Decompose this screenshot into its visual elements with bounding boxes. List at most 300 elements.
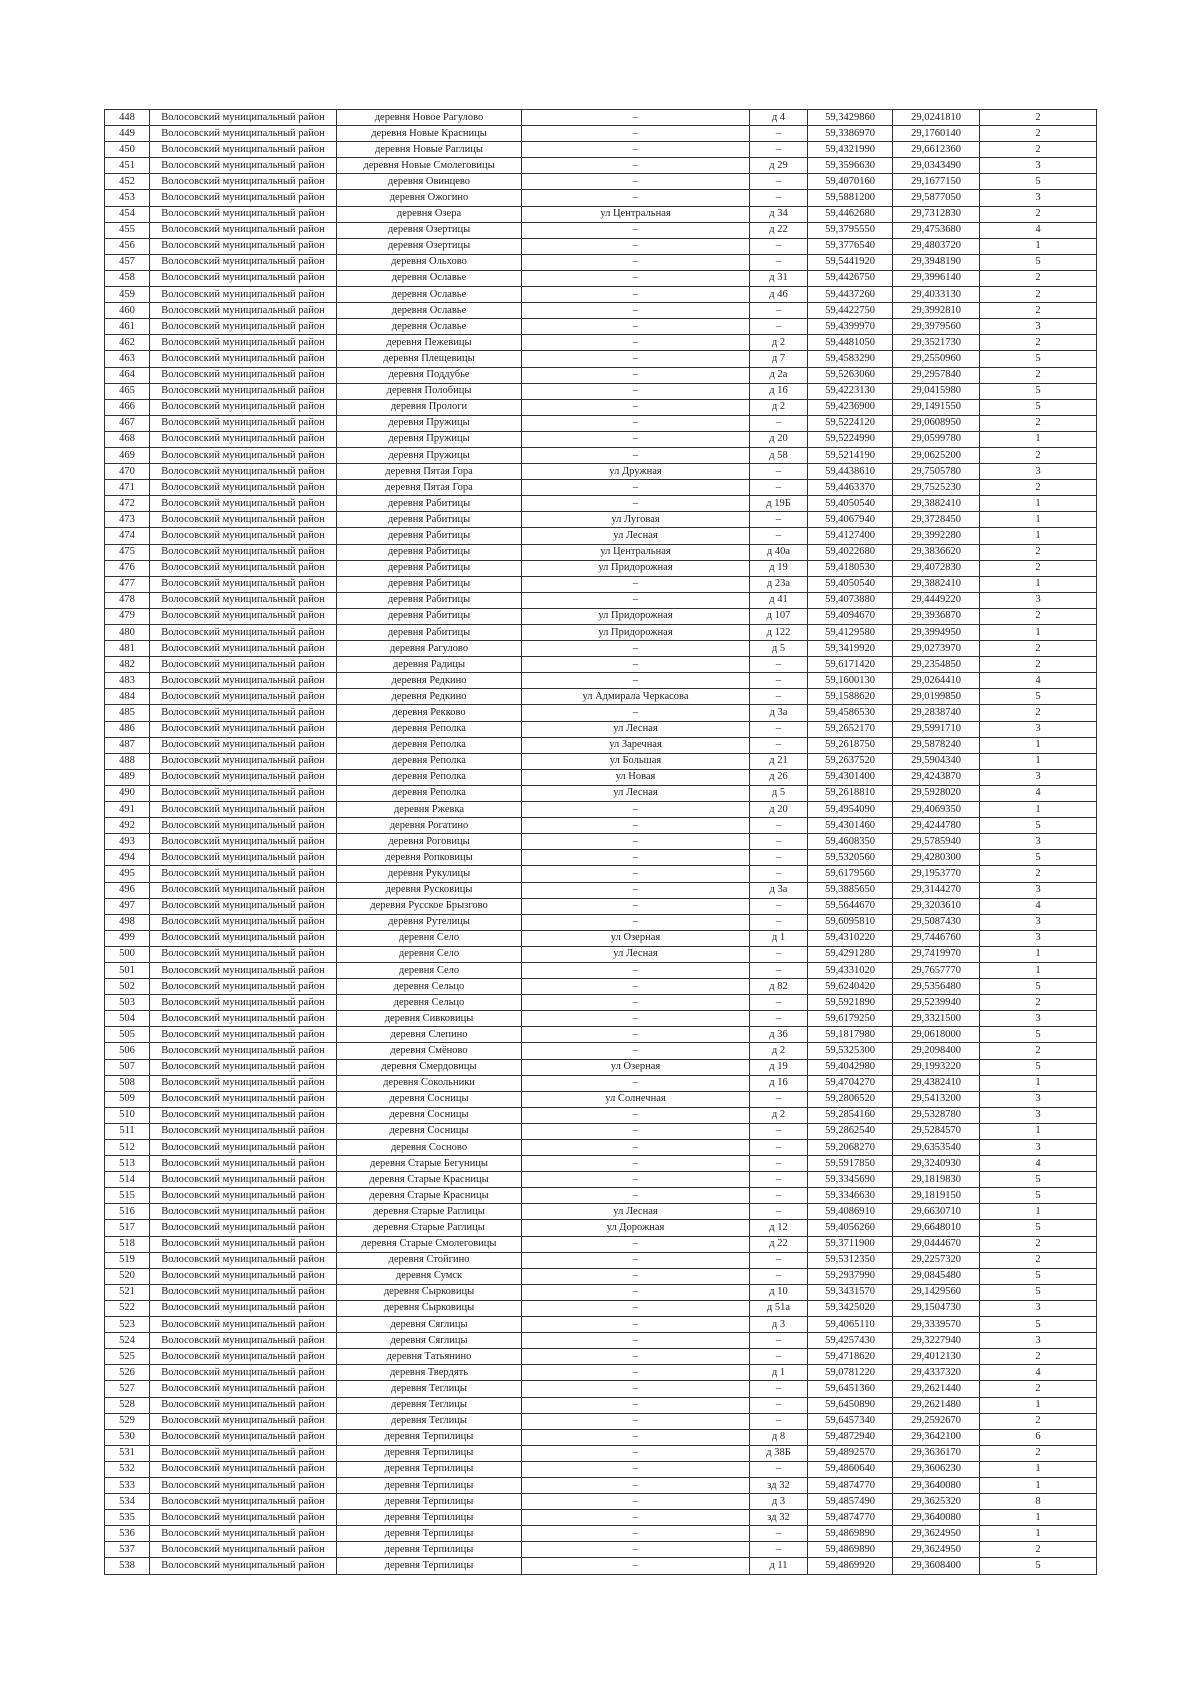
table-row bbox=[105, 126, 1097, 142]
house-number-cell: д 1 bbox=[750, 1365, 808, 1381]
street-cell: ул Заречная bbox=[522, 737, 750, 753]
table-row bbox=[105, 721, 1097, 737]
longitude-cell: 29,3994950 bbox=[893, 625, 980, 641]
settlement-cell: деревня Редкино bbox=[337, 673, 522, 689]
longitude-cell: 29,0618000 bbox=[893, 1027, 980, 1043]
latitude-cell: 59,3795550 bbox=[808, 222, 893, 238]
house-number-cell: д 16 bbox=[750, 1075, 808, 1091]
longitude-cell: 29,5928020 bbox=[893, 785, 980, 801]
latitude-cell: 59,5214190 bbox=[808, 447, 893, 463]
longitude-cell: 29,3996140 bbox=[893, 270, 980, 286]
latitude-cell: 59,4399970 bbox=[808, 319, 893, 335]
longitude-cell: 29,3636170 bbox=[893, 1445, 980, 1461]
count-cell: 2 bbox=[980, 303, 1097, 319]
longitude-cell: 29,7525230 bbox=[893, 480, 980, 496]
count-cell: 1 bbox=[980, 512, 1097, 528]
count-cell: 5 bbox=[980, 1268, 1097, 1284]
district-cell: Волосовский муниципальный район bbox=[150, 1236, 337, 1252]
district-cell: Волосовский муниципальный район bbox=[150, 769, 337, 785]
settlement-cell: деревня Сяглицы bbox=[337, 1317, 522, 1333]
street-cell: ул Придорожная bbox=[522, 560, 750, 576]
row-number-cell: 516 bbox=[105, 1204, 150, 1220]
district-cell: Волосовский муниципальный район bbox=[150, 142, 337, 158]
settlement-cell: деревня Рагулово bbox=[337, 641, 522, 657]
table-row bbox=[105, 657, 1097, 673]
house-number-cell: – bbox=[750, 1140, 808, 1156]
longitude-cell: 29,3992280 bbox=[893, 528, 980, 544]
house-number-cell: д 12 bbox=[750, 1220, 808, 1236]
latitude-cell: 59,5325300 bbox=[808, 1043, 893, 1059]
table-row bbox=[105, 1268, 1097, 1284]
settlement-cell: деревня Пружицы bbox=[337, 431, 522, 447]
settlement-cell: деревня Рабитицы bbox=[337, 528, 522, 544]
count-cell: 1 bbox=[980, 528, 1097, 544]
settlement-cell: деревня Роговицы bbox=[337, 834, 522, 850]
longitude-cell: 29,2098400 bbox=[893, 1043, 980, 1059]
longitude-cell: 29,3836620 bbox=[893, 544, 980, 560]
street-cell: – bbox=[522, 1333, 750, 1349]
district-cell: Волосовский муниципальный район bbox=[150, 592, 337, 608]
row-number-cell: 510 bbox=[105, 1107, 150, 1123]
row-number-cell: 489 bbox=[105, 769, 150, 785]
longitude-cell: 29,3240930 bbox=[893, 1156, 980, 1172]
house-number-cell: – bbox=[750, 914, 808, 930]
count-cell: 2 bbox=[980, 1236, 1097, 1252]
row-number-cell: 449 bbox=[105, 126, 150, 142]
house-number-cell: д 20 bbox=[750, 802, 808, 818]
house-number-cell: д 40а bbox=[750, 544, 808, 560]
longitude-cell: 29,3640080 bbox=[893, 1477, 980, 1493]
street-cell: – bbox=[522, 1011, 750, 1027]
table-row bbox=[105, 1333, 1097, 1349]
latitude-cell: 59,4874770 bbox=[808, 1510, 893, 1526]
settlement-cell: деревня Терпилицы bbox=[337, 1429, 522, 1445]
table-row bbox=[105, 785, 1097, 801]
longitude-cell: 29,2592670 bbox=[893, 1413, 980, 1429]
count-cell: 5 bbox=[980, 254, 1097, 270]
settlement-cell: деревня Озертицы bbox=[337, 222, 522, 238]
district-cell: Волосовский муниципальный район bbox=[150, 1027, 337, 1043]
longitude-cell: 29,4244780 bbox=[893, 818, 980, 834]
table-row bbox=[105, 367, 1097, 383]
settlement-cell: деревня Ославье bbox=[337, 303, 522, 319]
house-number-cell: д 19Б bbox=[750, 496, 808, 512]
row-number-cell: 476 bbox=[105, 560, 150, 576]
settlement-cell: деревня Сосницы bbox=[337, 1123, 522, 1139]
latitude-cell: 59,5312350 bbox=[808, 1252, 893, 1268]
latitude-cell: 59,6450890 bbox=[808, 1397, 893, 1413]
house-number-cell: – bbox=[750, 190, 808, 206]
settlement-cell: деревня Овинцево bbox=[337, 174, 522, 190]
table-row bbox=[105, 1284, 1097, 1300]
row-number-cell: 457 bbox=[105, 254, 150, 270]
street-cell: – bbox=[522, 1284, 750, 1300]
longitude-cell: 29,3521730 bbox=[893, 335, 980, 351]
count-cell: 2 bbox=[980, 1043, 1097, 1059]
latitude-cell: 59,5320560 bbox=[808, 850, 893, 866]
house-number-cell: – bbox=[750, 1461, 808, 1477]
table-row bbox=[105, 1140, 1097, 1156]
row-number-cell: 511 bbox=[105, 1123, 150, 1139]
house-number-cell: – bbox=[750, 1268, 808, 1284]
row-number-cell: 520 bbox=[105, 1268, 150, 1284]
latitude-cell: 59,4042980 bbox=[808, 1059, 893, 1075]
row-number-cell: 513 bbox=[105, 1156, 150, 1172]
table-row bbox=[105, 1172, 1097, 1188]
street-cell: – bbox=[522, 1300, 750, 1316]
settlement-cell: деревня Смёново bbox=[337, 1043, 522, 1059]
longitude-cell: 29,1429560 bbox=[893, 1284, 980, 1300]
street-cell: – bbox=[522, 850, 750, 866]
latitude-cell: 59,4050540 bbox=[808, 576, 893, 592]
settlement-cell: деревня Рогатино bbox=[337, 818, 522, 834]
district-cell: Волосовский муниципальный район bbox=[150, 206, 337, 222]
district-cell: Волосовский муниципальный район bbox=[150, 898, 337, 914]
district-cell: Волосовский муниципальный район bbox=[150, 1091, 337, 1107]
settlement-cell: деревня Сокольники bbox=[337, 1075, 522, 1091]
district-cell: Волосовский муниципальный район bbox=[150, 1075, 337, 1091]
longitude-cell: 29,7446760 bbox=[893, 930, 980, 946]
latitude-cell: 59,3425020 bbox=[808, 1300, 893, 1316]
district-cell: Волосовский муниципальный район bbox=[150, 1542, 337, 1558]
row-number-cell: 462 bbox=[105, 335, 150, 351]
table-row bbox=[105, 1349, 1097, 1365]
row-number-cell: 472 bbox=[105, 496, 150, 512]
count-cell: 3 bbox=[980, 914, 1097, 930]
count-cell: 5 bbox=[980, 1558, 1097, 1574]
settlement-cell: деревня Сырковицы bbox=[337, 1284, 522, 1300]
house-number-cell: д 31 bbox=[750, 270, 808, 286]
street-cell: ул Придорожная bbox=[522, 625, 750, 641]
latitude-cell: 59,4586530 bbox=[808, 705, 893, 721]
count-cell: 3 bbox=[980, 882, 1097, 898]
count-cell: 6 bbox=[980, 1429, 1097, 1445]
house-number-cell: д 22 bbox=[750, 222, 808, 238]
settlement-cell: деревня Терпилицы bbox=[337, 1526, 522, 1542]
row-number-cell: 494 bbox=[105, 850, 150, 866]
settlement-cell: деревня Ославье bbox=[337, 287, 522, 303]
count-cell: 1 bbox=[980, 238, 1097, 254]
settlement-cell: деревня Терпилицы bbox=[337, 1461, 522, 1477]
settlement-cell: деревня Рабитицы bbox=[337, 496, 522, 512]
street-cell: ул Озерная bbox=[522, 930, 750, 946]
row-number-cell: 496 bbox=[105, 882, 150, 898]
table-row bbox=[105, 608, 1097, 624]
latitude-cell: 59,5881200 bbox=[808, 190, 893, 206]
table-row bbox=[105, 689, 1097, 705]
longitude-cell: 29,2354850 bbox=[893, 657, 980, 673]
house-number-cell: – bbox=[750, 689, 808, 705]
longitude-cell: 29,0599780 bbox=[893, 431, 980, 447]
longitude-cell: 29,3936870 bbox=[893, 608, 980, 624]
street-cell: ул Луговая bbox=[522, 512, 750, 528]
row-number-cell: 456 bbox=[105, 238, 150, 254]
house-number-cell: – bbox=[750, 1188, 808, 1204]
longitude-cell: 29,5239940 bbox=[893, 995, 980, 1011]
table-row bbox=[105, 512, 1097, 528]
district-cell: Волосовский муниципальный район bbox=[150, 1252, 337, 1268]
row-number-cell: 532 bbox=[105, 1461, 150, 1477]
table-row bbox=[105, 1542, 1097, 1558]
settlement-cell: деревня Терпилицы bbox=[337, 1558, 522, 1574]
district-cell: Волосовский муниципальный район bbox=[150, 238, 337, 254]
district-cell: Волосовский муниципальный район bbox=[150, 689, 337, 705]
settlement-cell: деревня Старые Смолеговицы bbox=[337, 1236, 522, 1252]
settlement-cell: деревня Русковицы bbox=[337, 882, 522, 898]
street-cell: – bbox=[522, 335, 750, 351]
settlement-cell: деревня Сосново bbox=[337, 1140, 522, 1156]
row-number-cell: 501 bbox=[105, 962, 150, 978]
count-cell: 1 bbox=[980, 431, 1097, 447]
district-cell: Волосовский муниципальный район bbox=[150, 818, 337, 834]
longitude-cell: 29,4012130 bbox=[893, 1349, 980, 1365]
district-cell: Волосовский муниципальный район bbox=[150, 1268, 337, 1284]
row-number-cell: 460 bbox=[105, 303, 150, 319]
table-row bbox=[105, 1477, 1097, 1493]
count-cell: 5 bbox=[980, 979, 1097, 995]
longitude-cell: 29,5904340 bbox=[893, 753, 980, 769]
count-cell: 3 bbox=[980, 834, 1097, 850]
settlement-cell: деревня Ожогино bbox=[337, 190, 522, 206]
street-cell: ул Лесная bbox=[522, 721, 750, 737]
row-number-cell: 451 bbox=[105, 158, 150, 174]
count-cell: 8 bbox=[980, 1494, 1097, 1510]
latitude-cell: 59,4056260 bbox=[808, 1220, 893, 1236]
house-number-cell: – bbox=[750, 528, 808, 544]
row-number-cell: 508 bbox=[105, 1075, 150, 1091]
latitude-cell: 59,6171420 bbox=[808, 657, 893, 673]
longitude-cell: 29,4243870 bbox=[893, 769, 980, 785]
settlement-cell: деревня Русское Брызгово bbox=[337, 898, 522, 914]
house-number-cell: д 41 bbox=[750, 592, 808, 608]
longitude-cell: 29,3608400 bbox=[893, 1558, 980, 1574]
house-number-cell: д 5 bbox=[750, 785, 808, 801]
table-row bbox=[105, 1300, 1097, 1316]
street-cell: ул Лесная bbox=[522, 946, 750, 962]
count-cell: 5 bbox=[980, 1059, 1097, 1075]
latitude-cell: 59,5917850 bbox=[808, 1156, 893, 1172]
latitude-cell: 59,4070160 bbox=[808, 174, 893, 190]
settlement-cell: деревня Село bbox=[337, 930, 522, 946]
longitude-cell: 29,3640080 bbox=[893, 1510, 980, 1526]
settlement-cell: деревня Старые Раглицы bbox=[337, 1220, 522, 1236]
table-row bbox=[105, 1220, 1097, 1236]
table-row bbox=[105, 142, 1097, 158]
row-number-cell: 481 bbox=[105, 641, 150, 657]
longitude-cell: 29,1993220 bbox=[893, 1059, 980, 1075]
count-cell: 5 bbox=[980, 399, 1097, 415]
street-cell: – bbox=[522, 222, 750, 238]
latitude-cell: 59,0781220 bbox=[808, 1365, 893, 1381]
table-row bbox=[105, 303, 1097, 319]
district-cell: Волосовский муниципальный район bbox=[150, 1494, 337, 1510]
house-number-cell: зд 32 bbox=[750, 1477, 808, 1493]
table-row bbox=[105, 447, 1097, 463]
table-row bbox=[105, 335, 1097, 351]
table-row bbox=[105, 914, 1097, 930]
latitude-cell: 59,4869890 bbox=[808, 1526, 893, 1542]
longitude-cell: 29,6630710 bbox=[893, 1204, 980, 1220]
house-number-cell: д 122 bbox=[750, 625, 808, 641]
settlement-cell: деревня Сельцо bbox=[337, 995, 522, 1011]
settlement-cell: деревня Рабитицы bbox=[337, 544, 522, 560]
longitude-cell: 29,4069350 bbox=[893, 802, 980, 818]
street-cell: – bbox=[522, 1365, 750, 1381]
house-number-cell: – bbox=[750, 898, 808, 914]
row-number-cell: 483 bbox=[105, 673, 150, 689]
district-cell: Волосовский муниципальный район bbox=[150, 447, 337, 463]
latitude-cell: 59,4180530 bbox=[808, 560, 893, 576]
latitude-cell: 59,4892570 bbox=[808, 1445, 893, 1461]
street-cell: – bbox=[522, 1252, 750, 1268]
row-number-cell: 471 bbox=[105, 480, 150, 496]
count-cell: 4 bbox=[980, 898, 1097, 914]
table-row bbox=[105, 1317, 1097, 1333]
street-cell: – bbox=[522, 158, 750, 174]
settlement-cell: деревня Сельцо bbox=[337, 979, 522, 995]
district-cell: Волосовский муниципальный район bbox=[150, 1059, 337, 1075]
row-number-cell: 498 bbox=[105, 914, 150, 930]
longitude-cell: 29,1819830 bbox=[893, 1172, 980, 1188]
table-row bbox=[105, 174, 1097, 190]
row-number-cell: 459 bbox=[105, 287, 150, 303]
settlement-cell: деревня Ославье bbox=[337, 270, 522, 286]
latitude-cell: 59,2068270 bbox=[808, 1140, 893, 1156]
street-cell: – bbox=[522, 415, 750, 431]
district-cell: Волосовский муниципальный район bbox=[150, 657, 337, 673]
house-number-cell: – bbox=[750, 254, 808, 270]
house-number-cell: – bbox=[750, 1123, 808, 1139]
street-cell: – bbox=[522, 1461, 750, 1477]
table-row bbox=[105, 1107, 1097, 1123]
settlement-cell: деревня Сяглицы bbox=[337, 1333, 522, 1349]
house-number-cell: – bbox=[750, 1381, 808, 1397]
district-cell: Волосовский муниципальный район bbox=[150, 415, 337, 431]
settlement-cell: деревня Татьянино bbox=[337, 1349, 522, 1365]
count-cell: 1 bbox=[980, 1397, 1097, 1413]
house-number-cell: – bbox=[750, 415, 808, 431]
district-cell: Волосовский муниципальный район bbox=[150, 464, 337, 480]
latitude-cell: 59,4129580 bbox=[808, 625, 893, 641]
longitude-cell: 29,2957840 bbox=[893, 367, 980, 383]
count-cell: 1 bbox=[980, 962, 1097, 978]
house-number-cell: – bbox=[750, 1091, 808, 1107]
row-number-cell: 477 bbox=[105, 576, 150, 592]
row-number-cell: 485 bbox=[105, 705, 150, 721]
row-number-cell: 526 bbox=[105, 1365, 150, 1381]
row-number-cell: 470 bbox=[105, 464, 150, 480]
settlement-cell: деревня Плещевицы bbox=[337, 351, 522, 367]
settlement-cell: деревня Озера bbox=[337, 206, 522, 222]
settlement-cell: деревня Смердовицы bbox=[337, 1059, 522, 1075]
street-cell: – bbox=[522, 351, 750, 367]
registry-table-body bbox=[105, 110, 1097, 1575]
row-number-cell: 512 bbox=[105, 1140, 150, 1156]
settlement-cell: деревня Твердять bbox=[337, 1365, 522, 1381]
street-cell: – bbox=[522, 447, 750, 463]
latitude-cell: 59,3776540 bbox=[808, 238, 893, 254]
longitude-cell: 29,3606230 bbox=[893, 1461, 980, 1477]
district-cell: Волосовский муниципальный район bbox=[150, 850, 337, 866]
settlement-cell: деревня Ропковицы bbox=[337, 850, 522, 866]
street-cell: – bbox=[522, 496, 750, 512]
count-cell: 5 bbox=[980, 1188, 1097, 1204]
count-cell: 5 bbox=[980, 689, 1097, 705]
count-cell: 2 bbox=[980, 126, 1097, 142]
district-cell: Волосовский муниципальный район bbox=[150, 1445, 337, 1461]
count-cell: 2 bbox=[980, 1542, 1097, 1558]
table-row bbox=[105, 544, 1097, 560]
street-cell: – bbox=[522, 1107, 750, 1123]
longitude-cell: 29,0415980 bbox=[893, 383, 980, 399]
house-number-cell: – bbox=[750, 303, 808, 319]
district-cell: Волосовский муниципальный район bbox=[150, 303, 337, 319]
district-cell: Волосовский муниципальный район bbox=[150, 431, 337, 447]
district-cell: Волосовский муниципальный район bbox=[150, 287, 337, 303]
count-cell: 1 bbox=[980, 1075, 1097, 1091]
settlement-cell: деревня Радицы bbox=[337, 657, 522, 673]
street-cell: – bbox=[522, 367, 750, 383]
street-cell: – bbox=[522, 1075, 750, 1091]
longitude-cell: 29,3321500 bbox=[893, 1011, 980, 1027]
longitude-cell: 29,3979560 bbox=[893, 319, 980, 335]
house-number-cell: – bbox=[750, 1526, 808, 1542]
table-row bbox=[105, 850, 1097, 866]
latitude-cell: 59,2618750 bbox=[808, 737, 893, 753]
district-cell: Волосовский муниципальный район bbox=[150, 544, 337, 560]
count-cell: 2 bbox=[980, 995, 1097, 1011]
street-cell: – bbox=[522, 914, 750, 930]
count-cell: 2 bbox=[980, 1349, 1097, 1365]
count-cell: 2 bbox=[980, 1252, 1097, 1268]
count-cell: 3 bbox=[980, 721, 1097, 737]
street-cell: ул Лесная bbox=[522, 785, 750, 801]
table-row bbox=[105, 1123, 1097, 1139]
district-cell: Волосовский муниципальный район bbox=[150, 383, 337, 399]
longitude-cell: 29,0845480 bbox=[893, 1268, 980, 1284]
latitude-cell: 59,5263060 bbox=[808, 367, 893, 383]
district-cell: Волосовский муниципальный район bbox=[150, 1156, 337, 1172]
house-number-cell: – bbox=[750, 464, 808, 480]
house-number-cell: д 46 bbox=[750, 287, 808, 303]
district-cell: Волосовский муниципальный район bbox=[150, 608, 337, 624]
latitude-cell: 59,3711900 bbox=[808, 1236, 893, 1252]
longitude-cell: 29,3624950 bbox=[893, 1526, 980, 1542]
longitude-cell: 29,5328780 bbox=[893, 1107, 980, 1123]
longitude-cell: 29,3144270 bbox=[893, 882, 980, 898]
district-cell: Волосовский муниципальный район bbox=[150, 270, 337, 286]
settlement-cell: деревня Реполка bbox=[337, 769, 522, 785]
row-number-cell: 502 bbox=[105, 979, 150, 995]
settlement-cell: деревня Старые Красницы bbox=[337, 1188, 522, 1204]
house-number-cell: – bbox=[750, 126, 808, 142]
house-number-cell: д 2а bbox=[750, 367, 808, 383]
row-number-cell: 537 bbox=[105, 1542, 150, 1558]
latitude-cell: 59,4301460 bbox=[808, 818, 893, 834]
street-cell: – bbox=[522, 882, 750, 898]
latitude-cell: 59,3431570 bbox=[808, 1284, 893, 1300]
row-number-cell: 465 bbox=[105, 383, 150, 399]
table-row bbox=[105, 818, 1097, 834]
table-row bbox=[105, 995, 1097, 1011]
settlement-cell: деревня Стойгино bbox=[337, 1252, 522, 1268]
latitude-cell: 59,2806520 bbox=[808, 1091, 893, 1107]
settlement-cell: деревня Теглицы bbox=[337, 1381, 522, 1397]
row-number-cell: 474 bbox=[105, 528, 150, 544]
district-cell: Волосовский муниципальный район bbox=[150, 1477, 337, 1493]
longitude-cell: 29,6353540 bbox=[893, 1140, 980, 1156]
count-cell: 1 bbox=[980, 737, 1097, 753]
